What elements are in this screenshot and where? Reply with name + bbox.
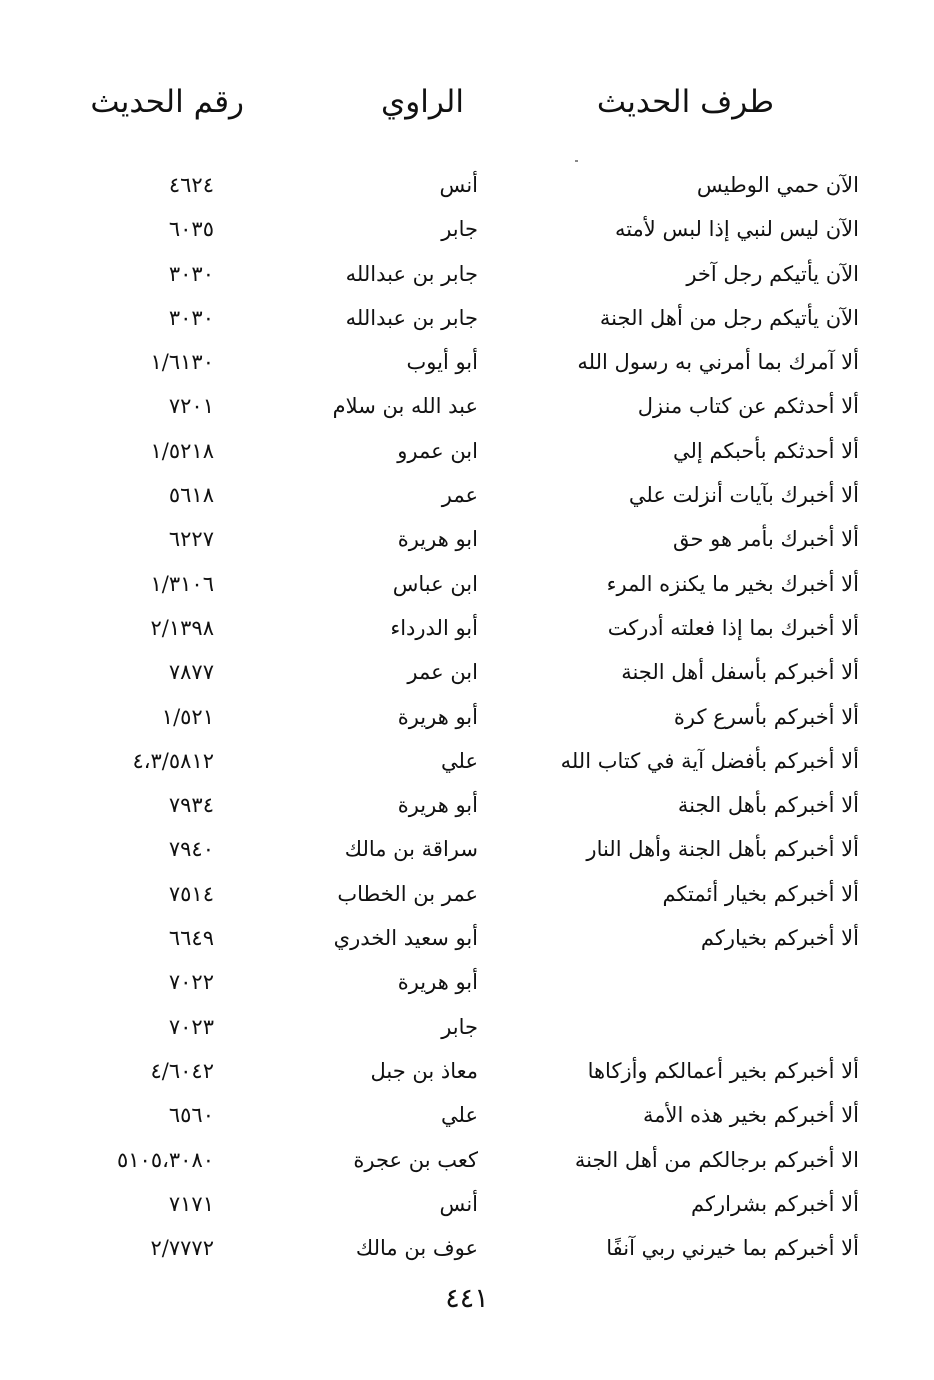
narrator: علي	[441, 748, 478, 773]
narrator: علي	[441, 1103, 478, 1128]
hadith-excerpt: ألا أخبرك بأمر هو حق	[672, 527, 859, 552]
narrator: جابر	[441, 217, 478, 242]
hadith-excerpt: ألا أخبركم بأهل الجنة	[677, 793, 859, 818]
table-row	[0, 918, 934, 962]
hadith-number: ٤/٦٠٤٢	[150, 1058, 214, 1083]
narrator: عوف بن مالك	[355, 1236, 478, 1261]
narrator: جابر بن عبدالله	[345, 261, 478, 286]
table-row	[0, 829, 934, 873]
narrator: ابن عباس	[392, 571, 478, 596]
table-row	[0, 962, 934, 1006]
table-row	[0, 1228, 934, 1272]
narrator: ابن عمرو	[397, 438, 478, 463]
hadith-excerpt: ألا أخبرك بما إذا فعلته أدركت	[607, 615, 859, 640]
hadith-number: ٦٦٤٩	[168, 926, 214, 951]
hadith-number: ٥١٠٥،٣٠٨٠	[116, 1147, 214, 1172]
hadith-excerpt: ألا أخبركم بخياركم	[700, 926, 859, 951]
table-header	[0, 84, 934, 134]
hadith-excerpt: ألا أخبركم بشراركم	[691, 1191, 859, 1216]
table-row	[0, 785, 934, 829]
table-row	[0, 254, 934, 298]
narrator: عمر	[441, 483, 478, 508]
hadith-excerpt: ألا أخبركم بأهل الجنة وأهل النار	[586, 837, 859, 862]
narrator: أبو سعيد الخدري	[333, 926, 478, 951]
scan-speck	[575, 160, 578, 162]
table-row	[0, 431, 934, 475]
table-row	[0, 608, 934, 652]
header-hadith-number: رقم الحديث	[90, 84, 244, 120]
hadith-excerpt: الآن يأتيكم رجل آخر	[686, 261, 859, 286]
table-row	[0, 1007, 934, 1051]
narrator: أبو هريرة	[397, 970, 478, 995]
hadith-number: ٤٦٢٤	[168, 173, 214, 197]
table-row	[0, 697, 934, 741]
hadith-excerpt: ألا أخبركم بأسفل أهل الجنة	[621, 660, 859, 685]
narrator: جابر بن عبدالله	[345, 305, 478, 330]
narrator: ابن عمر	[407, 660, 478, 685]
table-row	[0, 874, 934, 918]
hadith-number: ٦٢٢٧	[168, 527, 214, 552]
hadith-number: ٢/١٣٩٨	[150, 615, 214, 640]
hadith-number: ٤،٣/٥٨١٢	[132, 748, 214, 773]
header-narrator: الراوي	[380, 84, 464, 120]
narrator: أبو الدرداء	[390, 615, 478, 640]
hadith-number: ٢/٧٧٧٢	[150, 1236, 214, 1261]
hadith-number: ٦٥٦٠	[168, 1103, 214, 1128]
page-number: ٤٤١	[445, 1283, 489, 1314]
hadith-number: ٥٦١٨	[168, 483, 214, 508]
hadith-number: ١/٥٢١٨	[150, 438, 214, 463]
narrator: أنس	[439, 1191, 478, 1216]
hadith-number: ٣٠٣٠	[168, 305, 214, 330]
table-row	[0, 298, 934, 342]
hadith-number: ٧٠٢٣	[168, 1014, 214, 1039]
hadith-number: ٧٩٤٠	[168, 837, 214, 862]
narrator: أبو هريرة	[397, 704, 478, 729]
table-row	[0, 1184, 934, 1228]
narrator: عمر بن الخطاب	[337, 881, 478, 906]
hadith-number: ٧٨٧٧	[168, 660, 214, 685]
hadith-number: ٧٢٠١	[168, 394, 214, 419]
hadith-number: ٦٠٣٥	[168, 217, 214, 242]
hadith-excerpt: ألا أخبركم بأسرع كرة	[673, 704, 859, 729]
hadith-excerpt: ألا أخبركم بخير هذه الأمة	[643, 1103, 859, 1128]
hadith-excerpt: الا أخبركم برجالكم من أهل الجنة	[574, 1147, 859, 1172]
hadith-number: ١/٦١٣٠	[150, 350, 214, 375]
hadith-excerpt: الآن يأتيكم رجل من أهل الجنة	[599, 305, 859, 330]
table-row	[0, 741, 934, 785]
hadith-excerpt: ألا أحدثكم عن كتاب منزل	[637, 394, 859, 419]
table-row	[0, 475, 934, 519]
hadith-number: ٧٥١٤	[168, 881, 214, 906]
narrator: سراقة بن مالك	[344, 837, 478, 862]
table-row	[0, 342, 934, 386]
table-row	[0, 1140, 934, 1184]
table-row	[0, 564, 934, 608]
table-row	[0, 209, 934, 253]
narrator: أنس	[439, 173, 478, 197]
narrator: ابو هريرة	[397, 527, 478, 552]
table-row	[0, 519, 934, 563]
table-row	[0, 165, 934, 209]
hadith-number: ٧٠٢٢	[168, 970, 214, 995]
narrator: معاذ بن جبل	[370, 1058, 478, 1083]
hadith-excerpt: ألا أخبرك بآيات أنزلت علي	[628, 483, 859, 508]
hadith-excerpt: ألا أحدثكم بأحبكم إلي	[673, 438, 859, 463]
narrator: جابر	[441, 1014, 478, 1039]
hadith-excerpt: ألا آمرك بما أمرني به رسول الله	[577, 350, 859, 375]
table-row	[0, 386, 934, 430]
hadith-excerpt: الآن حمي الوطيس	[696, 173, 859, 197]
hadith-number: ٧١٧١	[168, 1191, 214, 1216]
hadith-excerpt: ألا أخبركم بخير أعمالكم وأزكاها	[587, 1058, 859, 1083]
narrator: أبو أيوب	[406, 350, 478, 375]
header-hadith-excerpt: طرف الحديث	[596, 84, 774, 120]
hadith-excerpt: ألا أخبركم بما خيرني ربي آنفًا	[606, 1236, 859, 1261]
hadith-excerpt: ألا أخبركم بخيار أئمتكم	[662, 881, 859, 906]
table-row	[0, 1051, 934, 1095]
table-row	[0, 652, 934, 696]
table-row	[0, 1095, 934, 1139]
narrator: عبد الله بن سلام	[332, 394, 478, 419]
hadith-number: ٧٩٣٤	[168, 793, 214, 818]
hadith-number: ١/٣١٠٦	[150, 571, 214, 596]
hadith-excerpt: ألا أخبرك بخير ما يكنزه المرء	[606, 571, 859, 596]
hadith-number: ٣٠٣٠	[168, 261, 214, 286]
narrator: كعب بن عجرة	[353, 1147, 478, 1172]
hadith-number: ١/٥٢١	[161, 704, 214, 729]
narrator: أبو هريرة	[397, 793, 478, 818]
index-table-body	[0, 165, 934, 1272]
hadith-excerpt: الآن ليس لنبي إذا لبس لأمته	[614, 217, 859, 242]
hadith-excerpt: ألا أخبركم بأفضل آية في كتاب الله	[560, 748, 859, 773]
